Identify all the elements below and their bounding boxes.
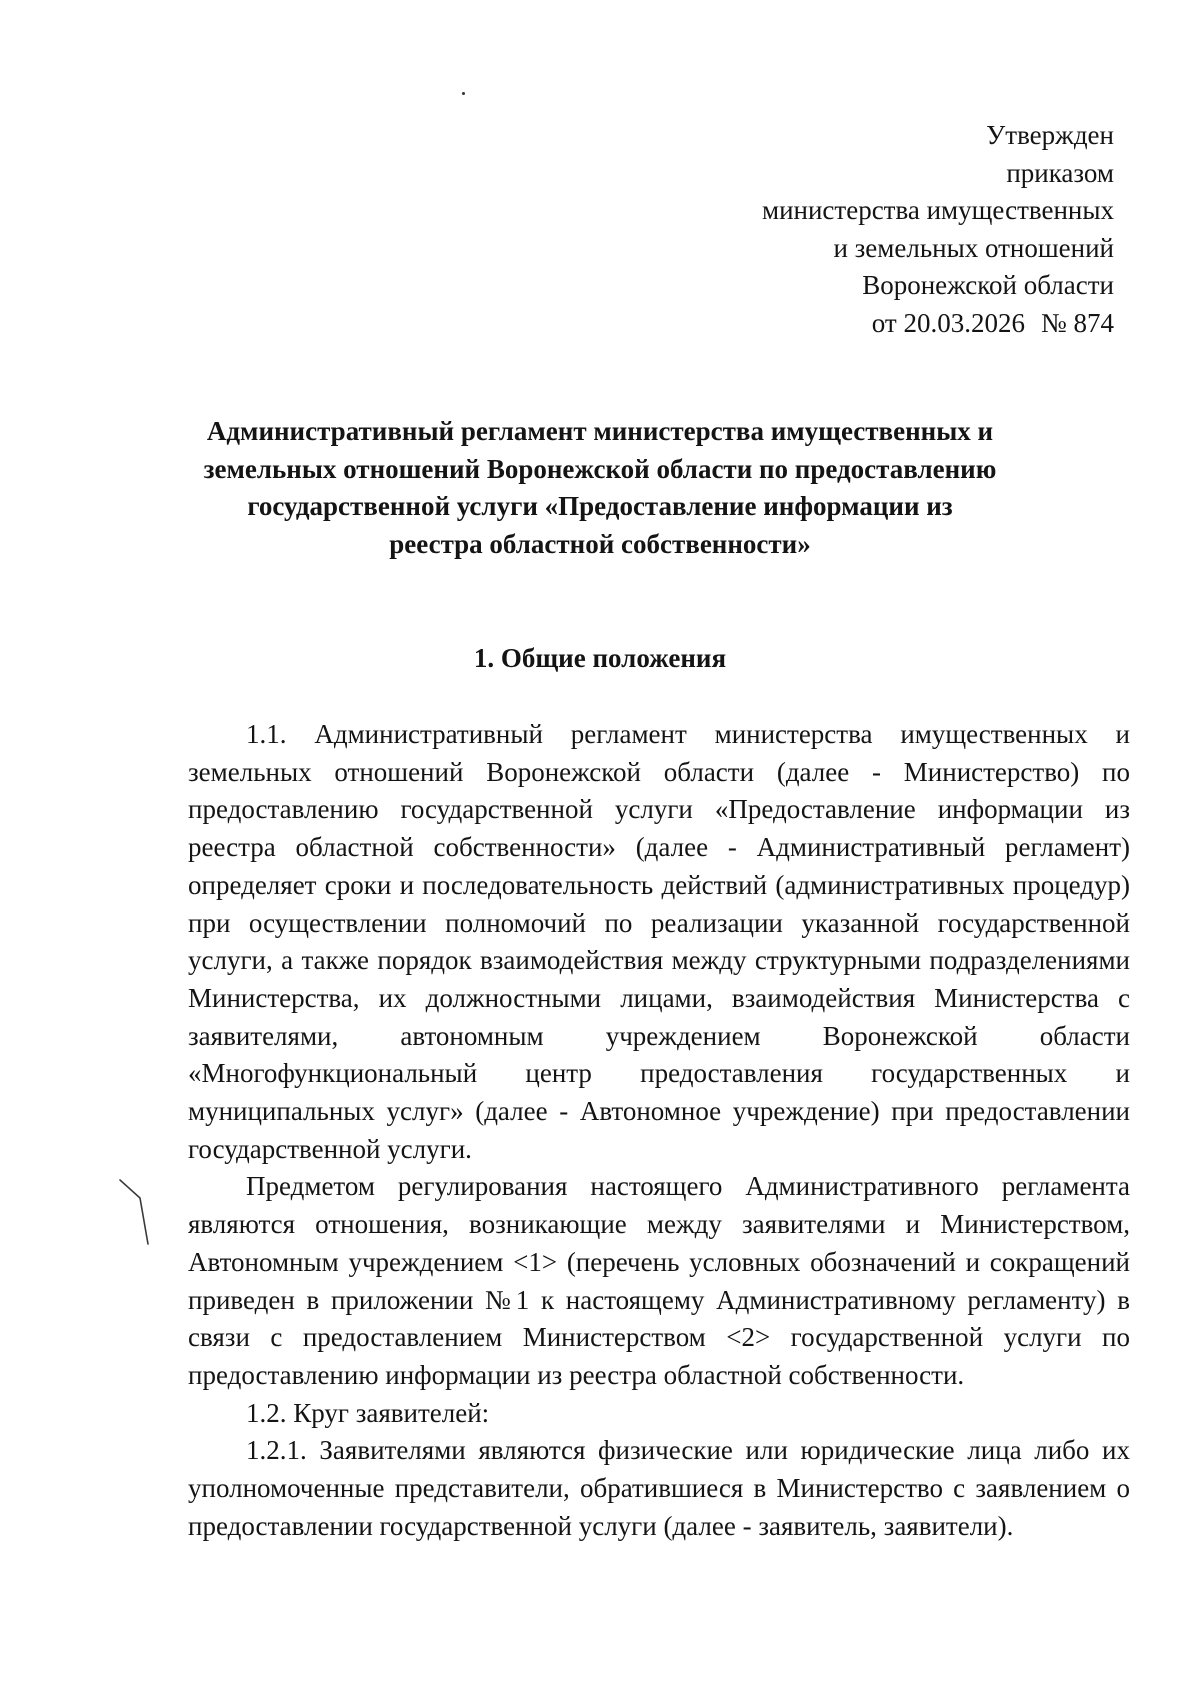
order-date: от 20.03.2026	[871, 307, 1025, 338]
paragraph: 1.2. Круг заявителей:	[246, 1397, 490, 1428]
document-body	[188, 716, 1130, 1545]
approval-line: министерства имущественных	[762, 195, 1114, 226]
approval-block	[762, 117, 1114, 343]
approval-line: и земельных отношений	[833, 232, 1114, 263]
paragraph: Предметом регулирования настоящего Административного регламента являются отношения, возникающие между заявителями и Министерством, Автономным учреждением <1> (перечень условных обозначений и сокращений приведен в приложении №1 к настоящему Административному регламенту) в связи с предоставлением Министерством <2> государственной услуги по предоставлению информации из реестра областной собственности.	[188, 1171, 1130, 1390]
section-heading: 1. Общие положения	[473, 643, 727, 673]
paragraph: 1.1. Административный регламент министерства имущественных и земельных отношений Воронежской области (далее - Министерство) по предоставлению государственной услуги «Предоставление информации из реестра областной собственности» (далее - Административный регламент) определяет сроки и последовательность действий (административных процедур) при осуществлении полномочий по реализации указанной государственной услуги, а также порядок взаимодействия между структурными подразделениями Министерства, их должностными лицами, взаимодействия Министерства с заявителями, автономным учреждением Воронежской области «Многофункциональный центр предоставления государственных и муниципальных услуг» (далее - Автономное учреждение) при предоставлении государственной услуги.	[188, 719, 1130, 1164]
approval-line: Воронежской области	[862, 270, 1114, 301]
order-number: № 874	[1040, 307, 1114, 338]
pen-mark	[118, 1178, 168, 1248]
approval-line: приказом	[1006, 157, 1114, 188]
approval-line: Утвержден	[986, 120, 1114, 150]
scan-speck	[462, 92, 465, 95]
approval-date-line	[762, 305, 1114, 343]
paragraph: 1.2.1. Заявителями являются физические или юридические лица либо их уполномоченные представители, обратившиеся в Министерство с заявлением о предоставлении государственной услуги (далее - заявитель, заявители).	[188, 1435, 1130, 1541]
document-title: Административный регламент министерства имущественных и земельных отношений Воронежской области по предоставлению государственной услуги «Предоставление информации из реестра областной собственности»	[203, 416, 997, 559]
